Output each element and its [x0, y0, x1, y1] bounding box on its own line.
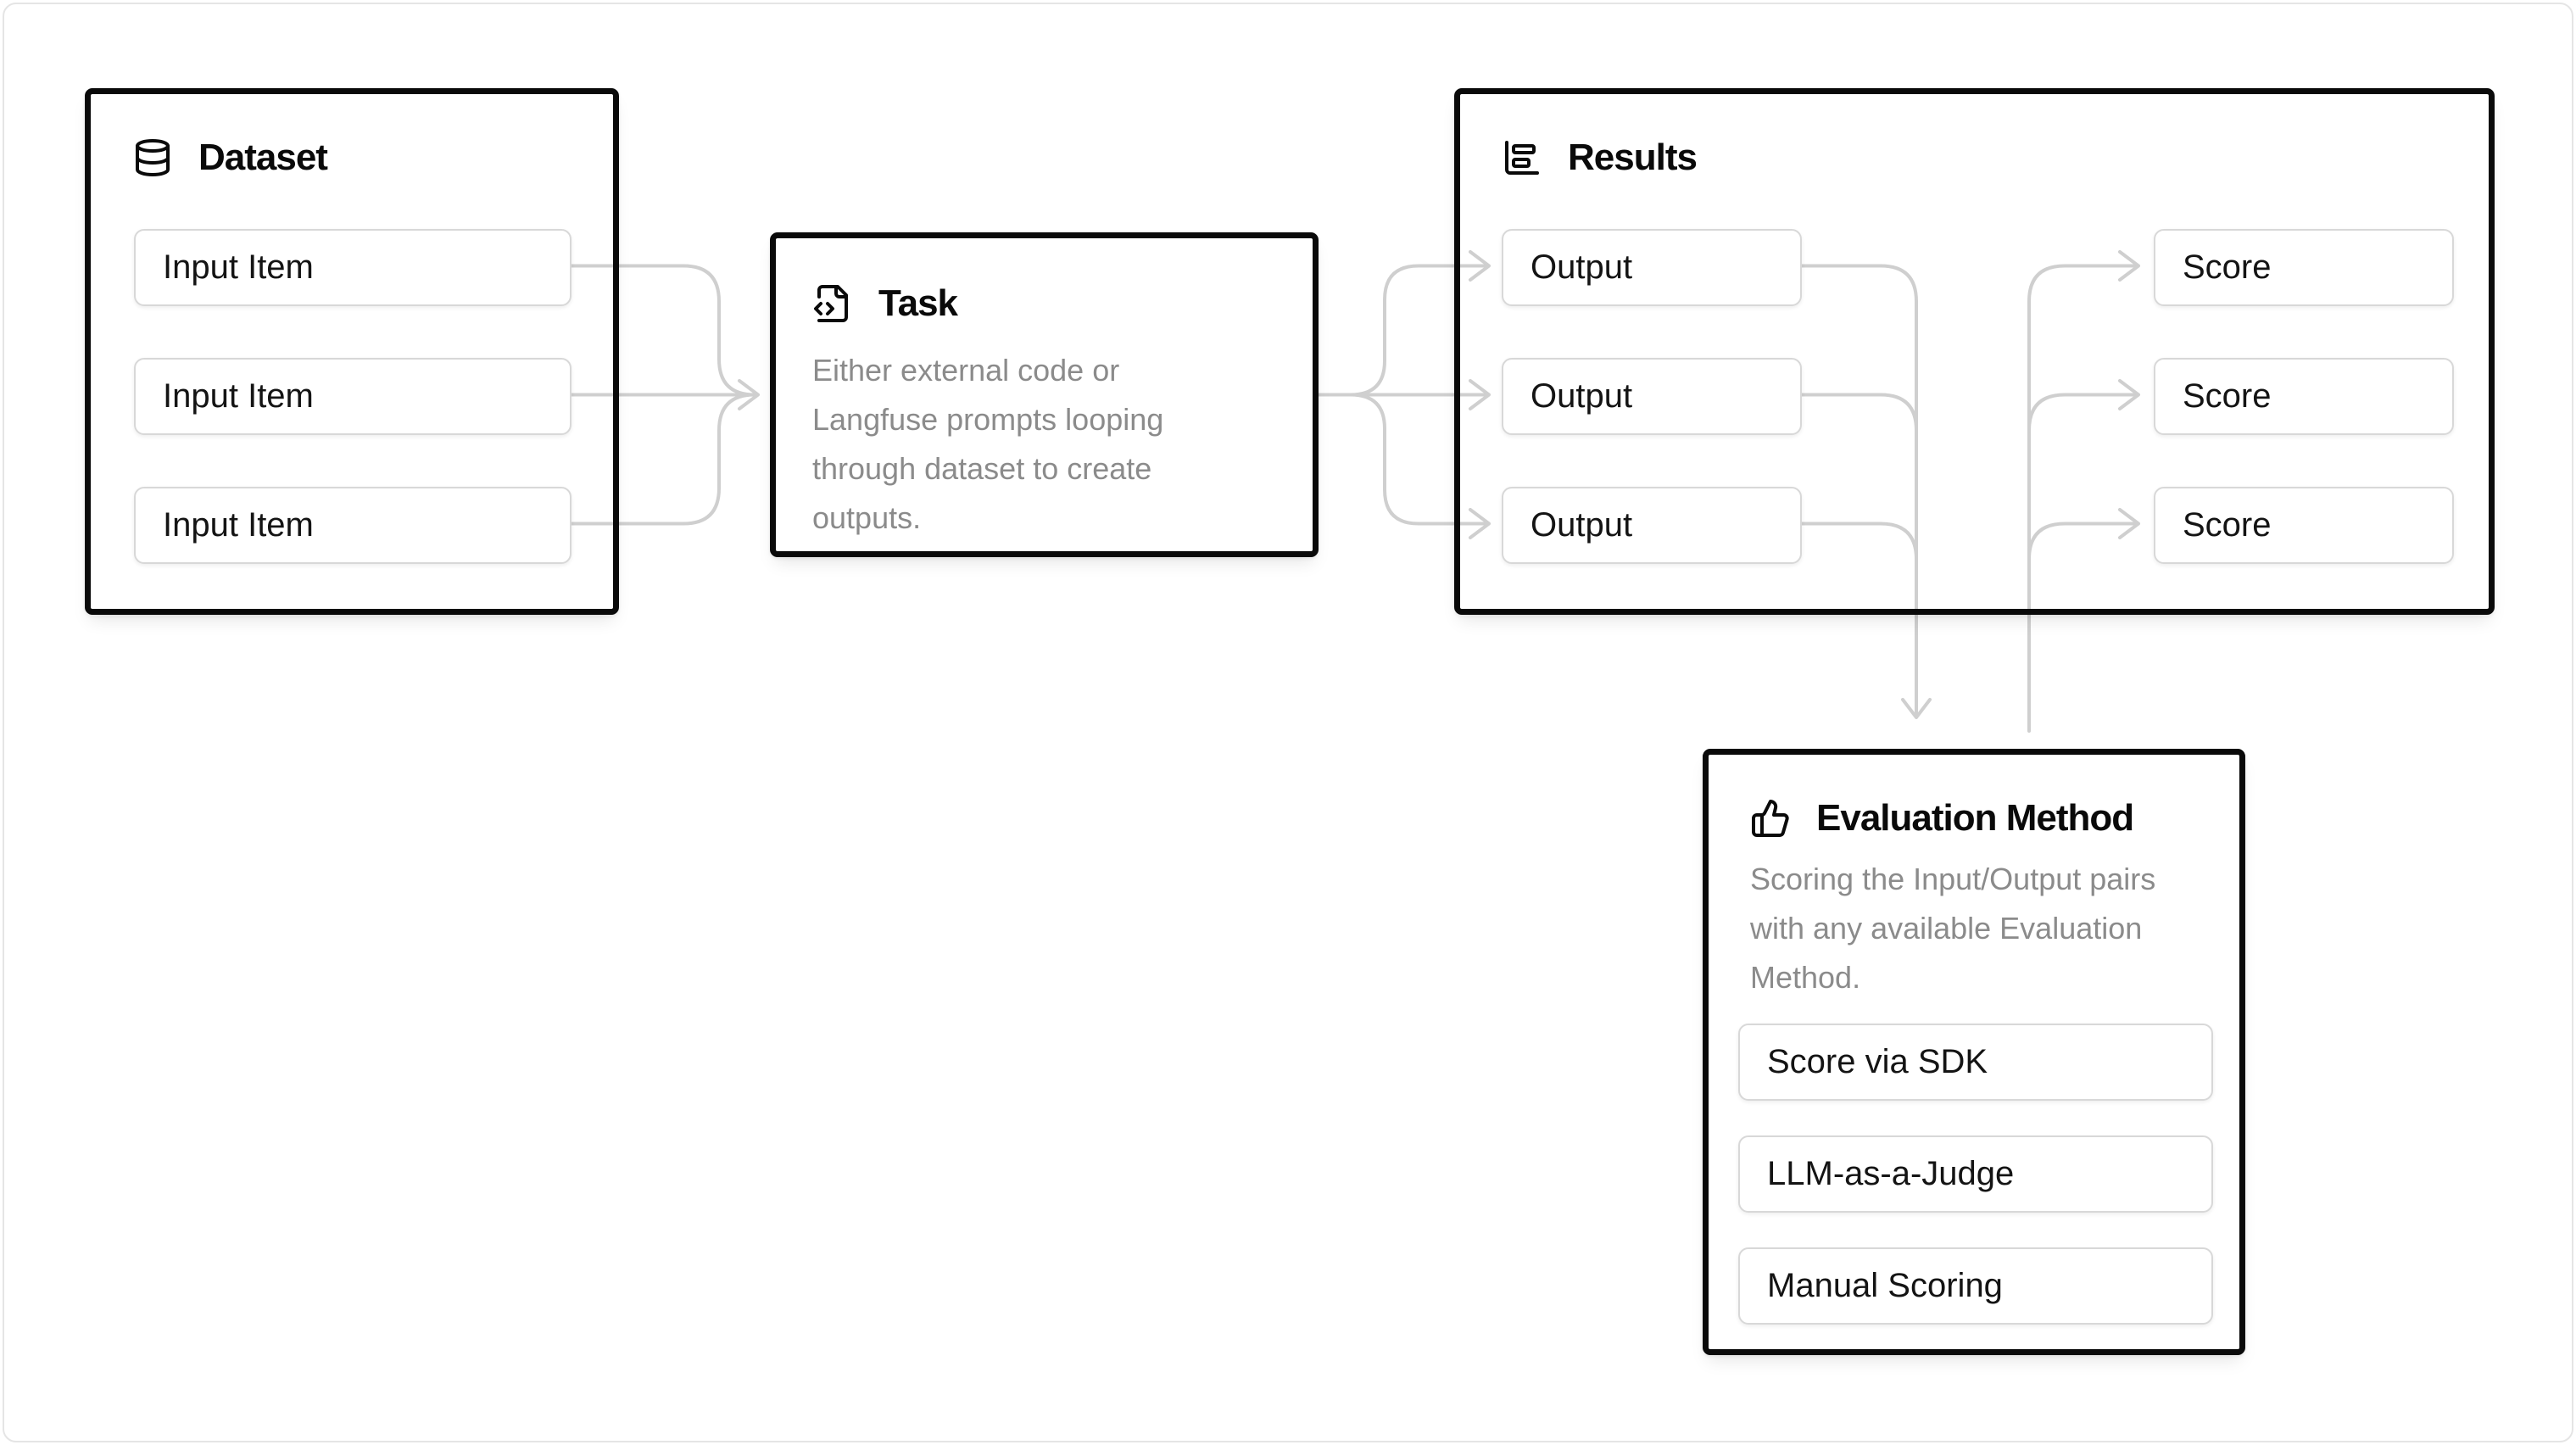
score-label: Score — [2183, 506, 2272, 544]
task-header — [812, 280, 957, 327]
method-label: Manual Scoring — [1767, 1267, 2003, 1304]
file-code-icon — [812, 283, 853, 324]
output-card — [1502, 229, 1802, 306]
task-description: Either external code or Langfuse prompts looping through dataset to create outputs. — [812, 353, 1164, 535]
output-card — [1502, 487, 1802, 564]
input-item-label: Input Item — [163, 506, 314, 544]
evaluation-header — [1750, 795, 2133, 842]
dataset-title: Dataset — [198, 137, 327, 178]
input-item-label: Input Item — [163, 377, 314, 415]
dataset-header — [132, 134, 327, 181]
score-label: Score — [2183, 248, 2272, 286]
score-card — [2154, 487, 2454, 564]
output-label: Output — [1531, 506, 1633, 544]
evaluation-title: Evaluation Method — [1816, 797, 2134, 839]
score-label: Score — [2183, 377, 2272, 415]
database-icon — [132, 137, 173, 178]
results-header — [1502, 134, 1697, 181]
bar-chart-icon — [1502, 137, 1542, 178]
thumbs-up-icon — [1750, 798, 1791, 839]
output-card — [1502, 358, 1802, 435]
method-card — [1738, 1247, 2213, 1325]
input-item-label: Input Item — [163, 248, 314, 286]
results-title: Results — [1568, 137, 1697, 178]
output-label: Output — [1531, 377, 1633, 415]
method-label: Score via SDK — [1767, 1043, 1988, 1080]
input-item-card — [134, 487, 572, 564]
method-label: LLM-as-a-Judge — [1767, 1155, 2015, 1192]
output-label: Output — [1531, 248, 1633, 286]
input-item-card — [134, 358, 572, 435]
task-title: Task — [878, 282, 958, 324]
method-card — [1738, 1024, 2213, 1101]
method-card — [1738, 1135, 2213, 1213]
input-item-card — [134, 229, 572, 306]
score-card — [2154, 358, 2454, 435]
score-card — [2154, 229, 2454, 306]
evaluation-description: Scoring the Input/Output pairs with any available Evaluation Method. — [1750, 862, 2156, 995]
